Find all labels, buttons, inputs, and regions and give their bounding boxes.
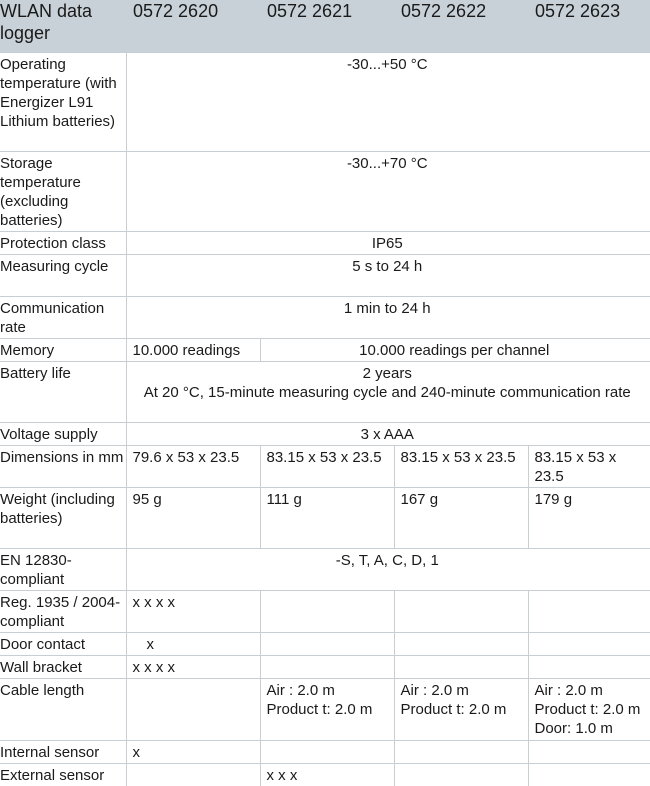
spec-value: IP65 — [126, 232, 650, 255]
row-label: External sensor — [0, 764, 126, 786]
table-row — [0, 591, 650, 633]
model-header: 0572 2623 — [528, 0, 650, 53]
spec-value — [260, 633, 394, 656]
spec-value — [528, 633, 650, 656]
row-label: Door contact — [0, 633, 126, 656]
model-header: 0572 2620 — [126, 0, 260, 53]
table-row — [0, 764, 650, 786]
spec-value — [394, 633, 528, 656]
spec-value — [394, 656, 528, 679]
row-label: Storage temperature (excluding batteries) — [0, 152, 126, 232]
table-row — [0, 488, 650, 549]
spec-value — [528, 764, 650, 786]
table-row — [0, 339, 650, 362]
table-row — [0, 297, 650, 339]
spec-value — [528, 591, 650, 633]
model-header: 0572 2622 — [394, 0, 528, 53]
spec-value — [528, 679, 650, 741]
spec-value: 10.000 readings — [126, 339, 260, 362]
spec-value: -30...+50 °C — [126, 53, 650, 152]
table-row — [0, 741, 650, 764]
spec-value: 95 g — [126, 488, 260, 549]
table-row — [0, 656, 650, 679]
row-label: Weight (including batteries) — [0, 488, 126, 549]
spec-value: 83.15 x 53 x 23.5 — [260, 446, 394, 488]
spec-value — [260, 679, 394, 741]
spec-value — [394, 741, 528, 764]
spec-value — [126, 764, 260, 786]
spec-value — [394, 591, 528, 633]
spec-value — [260, 741, 394, 764]
row-label: Operating temperature (with Energizer L91 Lithium batteries) — [0, 53, 126, 152]
battery-life-note: At 20 °C, 15-minute measuring cycle and 240-minute communication rate — [127, 383, 649, 402]
spec-value: x x x — [260, 764, 394, 786]
spec-value — [394, 679, 528, 741]
table-row — [0, 362, 650, 423]
table-title: WLAN data logger — [0, 0, 126, 53]
cable-line: Product t: 2.0 m — [535, 700, 649, 719]
table-row — [0, 53, 650, 152]
row-label: Reg. 1935 / 2004-compliant — [0, 591, 126, 633]
row-label: Cable length — [0, 679, 126, 741]
spec-value — [528, 656, 650, 679]
spec-value: 167 g — [394, 488, 528, 549]
spec-value: -S, T, A, C, D, 1 — [126, 549, 650, 591]
table-row — [0, 549, 650, 591]
spec-value: 111 g — [260, 488, 394, 549]
spec-value: 5 s to 24 h — [126, 255, 650, 297]
spec-value: -30...+70 °C — [126, 152, 650, 232]
cable-line: Air : 2.0 m — [267, 681, 392, 700]
spec-value: 3 x AAA — [126, 423, 650, 446]
spec-value — [126, 679, 260, 741]
row-label: Voltage supply — [0, 423, 126, 446]
spec-value — [260, 656, 394, 679]
row-label: Wall bracket — [0, 656, 126, 679]
spec-value — [394, 764, 528, 786]
spec-value: 179 g — [528, 488, 650, 549]
spec-value: x — [126, 633, 260, 656]
spec-value: 1 min to 24 h — [126, 297, 650, 339]
row-label: Protection class — [0, 232, 126, 255]
cable-line: Air : 2.0 m — [535, 681, 649, 700]
table-row — [0, 423, 650, 446]
row-label: EN 12830-compliant — [0, 549, 126, 591]
table-row — [0, 152, 650, 232]
spec-value — [528, 741, 650, 764]
cable-line: Product t: 2.0 m — [267, 700, 392, 719]
table-row — [0, 232, 650, 255]
table-row — [0, 255, 650, 297]
row-label: Dimensions in mm — [0, 446, 126, 488]
spec-value: x — [126, 741, 260, 764]
row-label: Communication rate — [0, 297, 126, 339]
table-row — [0, 633, 650, 656]
row-label: Battery life — [0, 362, 126, 423]
row-label: Memory — [0, 339, 126, 362]
table-row — [0, 446, 650, 488]
spec-value: 83.15 x 53 x 23.5 — [528, 446, 650, 488]
cable-line: Product t: 2.0 m — [401, 700, 526, 719]
row-label: Internal sensor — [0, 741, 126, 764]
spec-value: x x x x — [126, 656, 260, 679]
spec-value — [260, 591, 394, 633]
battery-life-value: 2 years — [127, 364, 649, 383]
table-row — [0, 679, 650, 741]
spec-value: 79.6 x 53 x 23.5 — [126, 446, 260, 488]
cable-line: Door: 1.0 m — [535, 719, 649, 738]
spec-value: 83.15 x 53 x 23.5 — [394, 446, 528, 488]
row-label: Measuring cycle — [0, 255, 126, 297]
spec-value: x x x x — [126, 591, 260, 633]
spec-value: 10.000 readings per channel — [260, 339, 650, 362]
cable-line: Air : 2.0 m — [401, 681, 526, 700]
spec-value — [126, 362, 650, 423]
header-row — [0, 0, 650, 53]
model-header: 0572 2621 — [260, 0, 394, 53]
